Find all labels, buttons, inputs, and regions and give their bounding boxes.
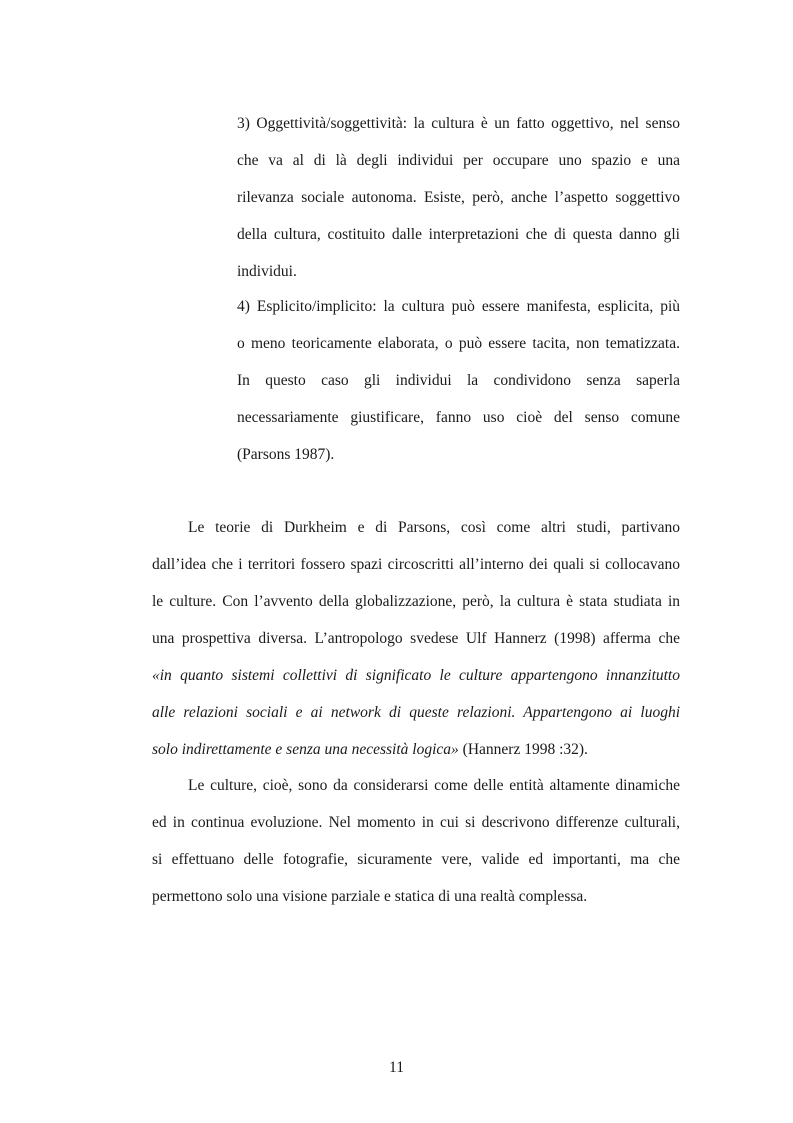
text-line: dall’idea che i territori fossero spazi circoscritti all’interno dei quali si collocavano bbox=[152, 556, 680, 573]
quote-text: solo indirettamente e senza una necessità logica» bbox=[152, 741, 459, 758]
text-line: ed in continua evoluzione. Nel momento in cui si descrivono differenze culturali, bbox=[152, 814, 680, 831]
text-line: (Parsons 1987). bbox=[237, 446, 335, 463]
text-line: della cultura, costituito dalle interpretazioni che di questa danno gli bbox=[237, 226, 680, 243]
text-line: o meno teoricamente elaborata, o può essere tacita, non tematizzata. bbox=[237, 335, 680, 352]
citation: (Hannerz 1998 :32). bbox=[458, 741, 588, 758]
quote-text: «in quanto sistemi collettivi di significato le culture appartengono innanzitutto bbox=[152, 667, 680, 684]
text-line: Le culture, cioè, sono da considerarsi come delle entità altamente dinamiche bbox=[188, 777, 680, 794]
text-line: Le teorie di Durkheim e di Parsons, così come altri studi, partivano bbox=[188, 519, 680, 536]
text-line: 4) Esplicito/implicito: la cultura può essere manifesta, esplicita, più bbox=[237, 298, 680, 315]
text-line: si effettuano delle fotografie, sicuramente vere, valide ed importanti, ma che bbox=[152, 851, 680, 868]
text-line: 3) Oggettività/soggettività: la cultura è un fatto oggettivo, nel senso bbox=[237, 115, 680, 132]
text-line: necessariamente giustificare, fanno uso cioè del senso comune bbox=[237, 409, 680, 426]
quote-line bbox=[152, 703, 680, 723]
text-line: che va al di là degli individui per occupare uno spazio e una bbox=[237, 152, 680, 169]
text-line: In questo caso gli individui la condividono senza saperla bbox=[237, 372, 680, 389]
text-line: una prospettiva diversa. L’antropologo svedese Ulf Hannerz (1998) afferma che bbox=[152, 630, 680, 647]
text-line: rilevanza sociale autonoma. Esiste, però, anche l’aspetto soggettivo bbox=[237, 189, 680, 206]
text-line: individui. bbox=[237, 263, 297, 280]
quote-line bbox=[152, 740, 680, 760]
text-line: le culture. Con l’avvento della globalizzazione, però, la cultura è stata studiata in bbox=[152, 593, 680, 610]
quote-text: alle relazioni sociali e ai network di queste relazioni. Appartengono ai luoghi bbox=[152, 704, 680, 721]
quote-line bbox=[152, 666, 680, 686]
text-line: permettono solo una visione parziale e statica di una realtà complessa. bbox=[152, 888, 588, 905]
page-number: 11 bbox=[389, 1059, 404, 1076]
